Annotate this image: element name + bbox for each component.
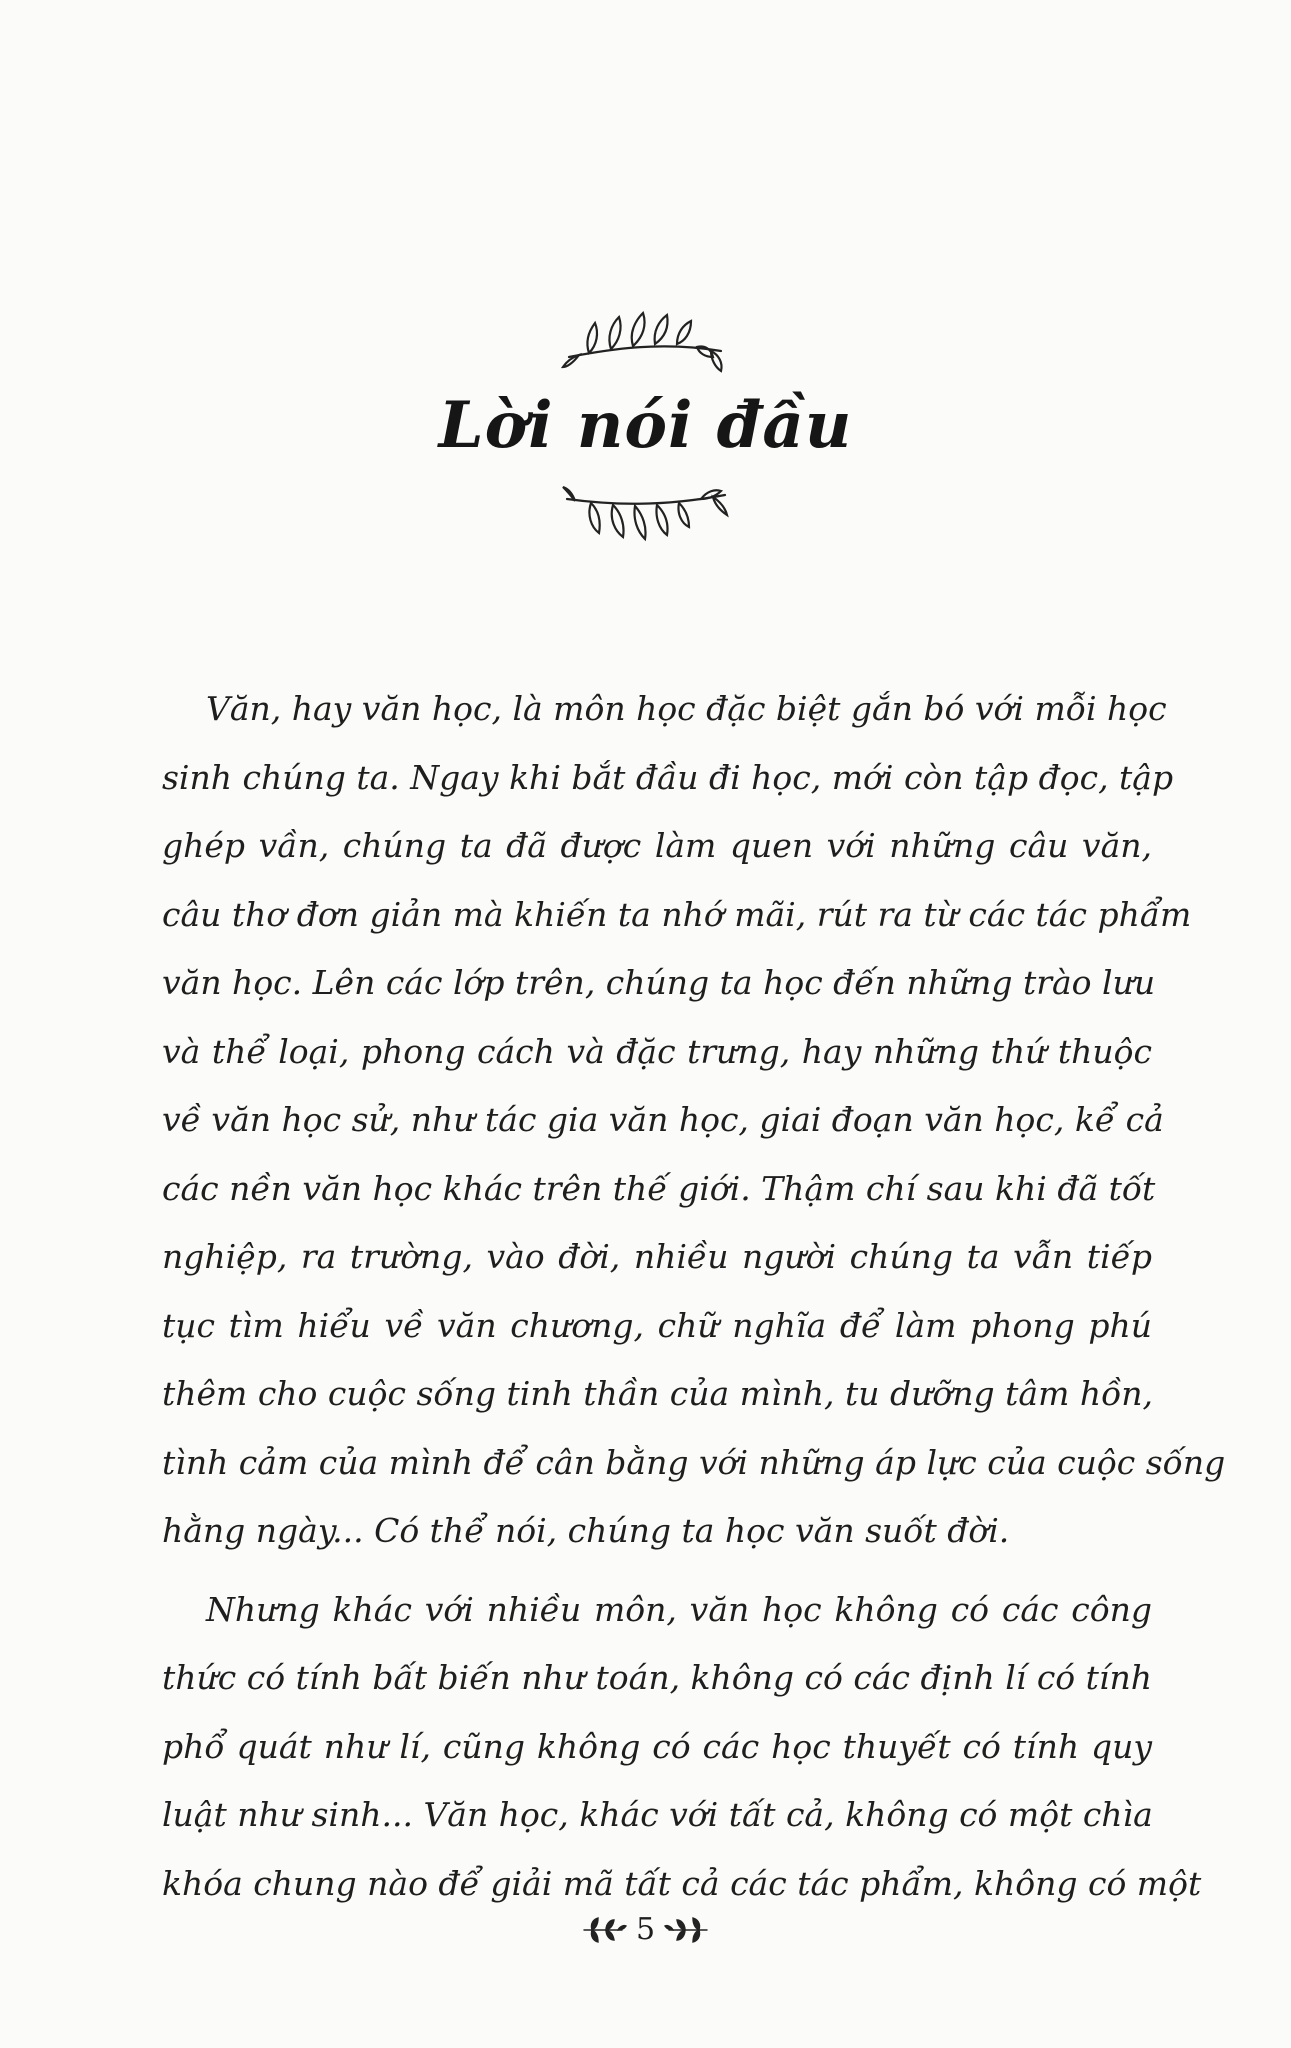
paragraph-1 (162, 675, 1226, 1566)
paragraph-2 (162, 1576, 1202, 1919)
text-line: sinh chúng ta. Ngay khi bắt đầu đi học, mới còn tập đọc, tập (162, 757, 1174, 797)
text-line: và thể loại, phong cách và đặc trưng, hay những thứ thuộc (162, 1031, 1152, 1071)
text-line: về văn học sử, như tác gia văn học, giai đoạn văn học, kể cả (162, 1100, 1164, 1139)
text-line: Văn, hay văn học, là môn học đặc biệt gắn bó với mỗi học (206, 689, 1167, 728)
text-line: văn học. Lên các lớp trên, chúng ta học đến những trào lưu (162, 963, 1156, 1002)
text-line: câu thơ đơn giản mà khiến ta nhớ mãi, rút ra từ các tác phẩm (162, 894, 1192, 934)
leaf-branch-icon (561, 485, 731, 555)
text-line: các nền văn học khác trên thế giới. Thậm chí sau khi đã tốt (162, 1168, 1156, 1208)
text-line: tục tìm hiểu về văn chương, chữ nghĩa để làm phong phú (162, 1305, 1152, 1345)
text-line: thêm cho cuộc sống tinh thần của mình, tu dưỡng tâm hồn, (162, 1374, 1154, 1413)
text-line: khóa chung nào để giải mã tất cả các tác phẩm, không có một (162, 1863, 1202, 1903)
leaf-branch-icon (561, 305, 731, 375)
text-line: hằng ngày... Có thể nói, chúng ta học văn suốt đời. (162, 1511, 1010, 1550)
body-text (162, 675, 1226, 1918)
text-line: thức có tính bất biến như toán, không có các định lí có tính (162, 1658, 1152, 1697)
leaf-sprig-icon (663, 1917, 709, 1943)
page-title: Lời nói đầu (438, 388, 853, 463)
text-line: Nhưng khác với nhiều môn, văn học không có các công (206, 1589, 1152, 1629)
text-line: luật như sinh... Văn học, khác với tất cả, không có một chìa (162, 1795, 1153, 1834)
text-line: ghép vần, chúng ta đã được làm quen với những câu văn, (162, 826, 1152, 865)
ornament-bottom (0, 485, 1291, 555)
ornament-top (0, 305, 1291, 375)
page-footer (0, 1912, 1291, 1947)
text-line: tình cảm của mình để cân bằng với những áp lực của cuộc sống (162, 1442, 1226, 1482)
text-line: phổ quát như lí, cũng không có các học thuyết có tính quy (162, 1726, 1152, 1766)
leaf-sprig-icon (582, 1917, 628, 1943)
text-line: nghiệp, ra trường, vào đời, nhiều người chúng ta vẫn tiếp (162, 1237, 1152, 1276)
page-number: 5 (635, 1912, 656, 1947)
